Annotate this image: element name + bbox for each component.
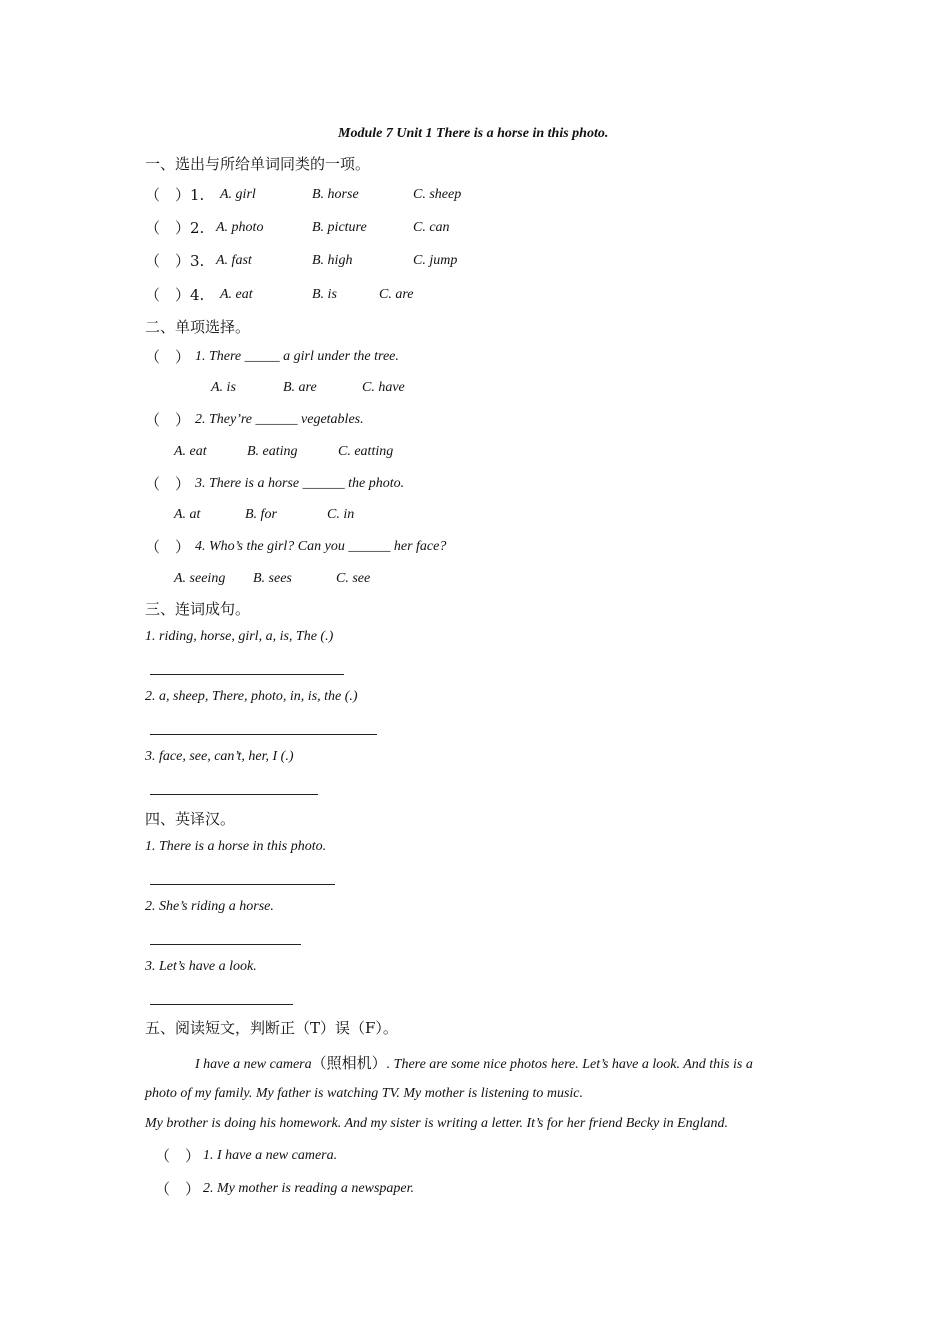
prompt-text: 1. There is a horse in this photo. — [145, 839, 327, 854]
prompt-text: 1. riding, horse, girl, a, is, The (.) — [145, 629, 334, 644]
option-b: B. are — [283, 380, 317, 395]
option-c: C. jump — [413, 253, 458, 268]
answer-line — [150, 794, 318, 795]
answer-paren: （ ） — [145, 411, 191, 429]
question-text: 3. There is a horse ______ the photo. — [195, 476, 405, 491]
question-text: 1. There _____ a girl under the tree. — [195, 349, 399, 364]
answer-paren: （ ） — [145, 538, 191, 556]
section-heading-5: 五、阅读短文，判断正（T）误（F）。 — [145, 1019, 398, 1037]
answer-line — [150, 734, 377, 735]
answer-paren: （ ） — [145, 348, 191, 366]
option-a: A. eat — [220, 287, 253, 302]
answer-paren: （ ）3. — [145, 252, 205, 270]
statement-text: 1. I have a new camera. — [203, 1148, 338, 1163]
section-heading-2: 二、单项选择。 — [145, 318, 251, 336]
option-c: C. see — [336, 571, 371, 586]
option-a: A. is — [211, 380, 236, 395]
answer-line — [150, 674, 344, 675]
passage-gloss: （照相机） — [311, 1054, 387, 1072]
reading-passage-line: photo of my family. My father is watching TV. My mother is listening to music. — [145, 1086, 583, 1101]
option-a: A. girl — [220, 187, 256, 202]
prompt-text: 2. She’s riding a horse. — [145, 899, 274, 914]
option-a: A. eat — [174, 444, 207, 459]
option-c: C. are — [379, 287, 414, 302]
passage-text: I have a new camera — [195, 1057, 312, 1072]
option-a: A. fast — [216, 253, 252, 268]
option-c: C. eatting — [338, 444, 394, 459]
prompt-text: 3. face, see, can’t, her, I (.) — [145, 749, 294, 764]
option-a: A. photo — [216, 220, 264, 235]
option-a: A. seeing — [174, 571, 226, 586]
question-text: 4. Who’s the girl? Can you ______ her face? — [195, 539, 447, 554]
option-b: B. picture — [312, 220, 367, 235]
reading-passage-line: My brother is doing his homework. And my sister is writing a letter. It’s for her friend Becky in England. — [145, 1116, 729, 1131]
option-b: B. for — [245, 507, 277, 522]
option-b: B. is — [312, 287, 337, 302]
answer-paren: （ ）4. — [145, 286, 205, 304]
statement-text: 2. My mother is reading a newspaper. — [203, 1181, 415, 1196]
answer-paren: （ ）1. — [145, 186, 205, 204]
answer-line — [150, 1004, 293, 1005]
section-heading-1: 一、选出与所给单词同类的一项。 — [145, 155, 371, 173]
option-c: C. sheep — [413, 187, 462, 202]
answer-paren: （ ） — [145, 475, 191, 493]
section-heading-4: 四、英译汉。 — [145, 810, 236, 828]
answer-paren: （ ）2. — [145, 219, 205, 237]
option-b: B. horse — [312, 187, 359, 202]
section-heading-3: 三、连词成句。 — [145, 600, 251, 618]
option-b: B. eating — [247, 444, 298, 459]
answer-paren: （ ） — [155, 1180, 201, 1198]
answer-line — [150, 944, 301, 945]
passage-text: . There are some nice photos here. Let’s have a look. And this is a — [386, 1057, 753, 1072]
answer-line — [150, 884, 335, 885]
reading-passage-line — [195, 1056, 753, 1072]
prompt-text: 2. a, sheep, There, photo, in, is, the (.) — [145, 689, 358, 704]
answer-paren: （ ） — [155, 1147, 201, 1165]
option-b: B. sees — [253, 571, 292, 586]
option-c: C. can — [413, 220, 450, 235]
option-b: B. high — [312, 253, 353, 268]
option-c: C. in — [327, 507, 355, 522]
option-a: A. at — [174, 507, 201, 522]
question-text: 2. They’re ______ vegetables. — [195, 412, 364, 427]
option-c: C. have — [362, 380, 405, 395]
page-title: Module 7 Unit 1 There is a horse in this photo. — [338, 126, 609, 141]
prompt-text: 3. Let’s have a look. — [145, 959, 257, 974]
